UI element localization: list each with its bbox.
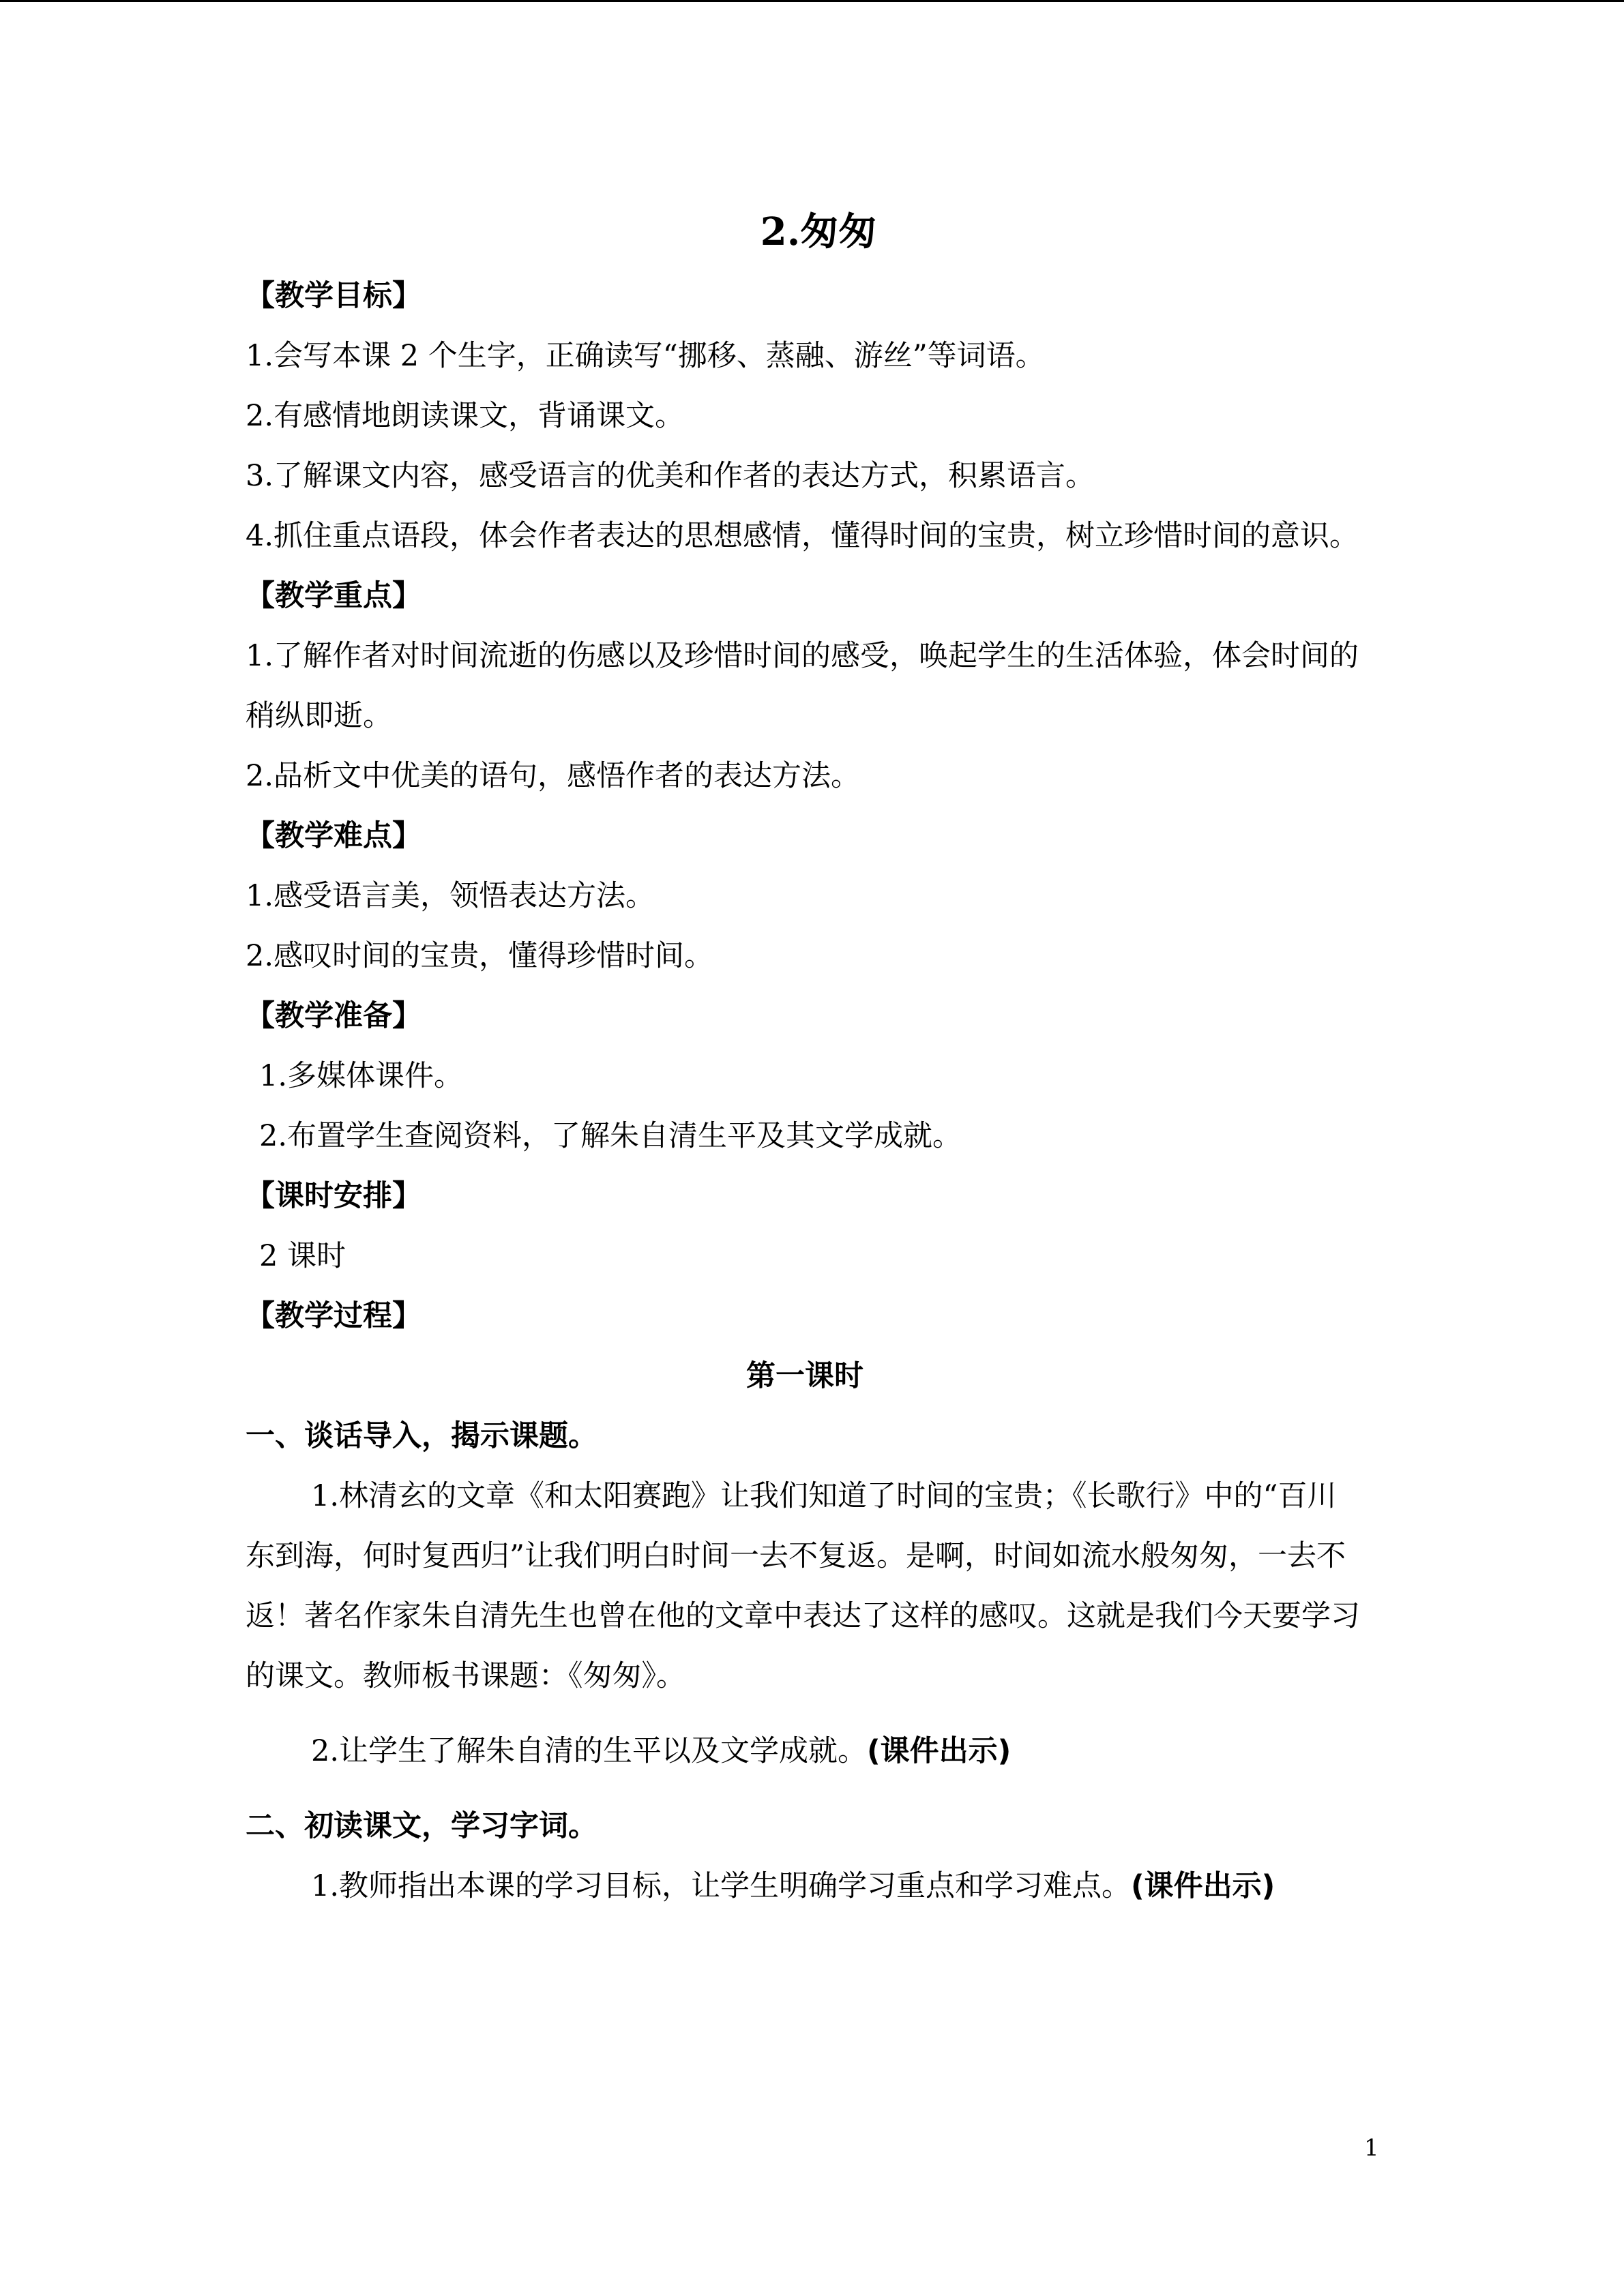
slide-note: (课件出示)	[867, 1734, 1012, 1768]
objective-item: 3.了解课文内容，感受语言的优美和作者的表达方式，积累语言。	[246, 459, 1095, 493]
objective-item: 1.会写本课 2 个生字，正确读写“挪移、蒸融、游丝”等词语。	[246, 339, 1045, 373]
preparation-item: 2.布置学生查阅资料，了解朱自清生平及其文学成就。	[259, 1119, 962, 1153]
objective-item: 2.有感情地朗读课文，背诵课文。	[246, 399, 685, 433]
preparation-item: 1.多媒体课件。	[259, 1059, 464, 1093]
top-border-rule	[0, 0, 1624, 2]
difficulties-heading: 【教学难点】	[246, 819, 422, 853]
page-number: 1	[1364, 2134, 1379, 2162]
part1-heading: 一、谈话导入，揭示课题。	[246, 1419, 597, 1453]
part1-item2-text: 2.让学生了解朱自清的生平以及文学成就。	[311, 1734, 868, 1768]
difficulty-item: 1.感受语言美，领悟表达方法。	[246, 879, 655, 913]
process-heading: 【教学过程】	[246, 1299, 422, 1333]
preparation-heading: 【教学准备】	[246, 999, 422, 1033]
difficulty-item: 2.感叹时间的宝贵，懂得珍惜时间。	[246, 939, 714, 973]
page-title: 2.匆匆	[760, 209, 877, 254]
objective-item: 4.抓住重点语段，体会作者表达的思想感情，懂得时间的宝贵，树立珍惜时间的意识。	[246, 519, 1359, 553]
schedule-value: 2 课时	[259, 1239, 346, 1273]
lesson-title: 第一课时	[746, 1359, 863, 1393]
schedule-heading: 【课时安排】	[246, 1179, 422, 1213]
key-point-item: 2.品析文中优美的语句，感悟作者的表达方法。	[246, 759, 861, 793]
key-points-heading: 【教学重点】	[246, 579, 422, 613]
spacer	[246, 1781, 1364, 1796]
part2-item1	[246, 1856, 1364, 1916]
document-page	[246, 198, 1364, 1916]
spacer	[246, 1706, 1364, 1721]
part2-heading: 二、初读课文，学习字词。	[246, 1809, 597, 1843]
slide-note: (课件出示)	[1131, 1869, 1275, 1903]
objectives-heading: 【教学目标】	[246, 279, 422, 313]
part1-item2	[246, 1721, 1364, 1781]
key-point-item: 1.了解作者对时间流逝的伤感以及珍惜时间的感受，唤起学生的生活体验，体会时间的稍纵即逝。	[246, 639, 1359, 733]
part1-paragraph: 1.林清玄的文章《和太阳赛跑》让我们知道了时间的宝贵；《长歌行》中的“百川东到海，何时复西归”让我们明白时间一去不复返。是啊，时间如流水般匆匆，一去不返！著名作家朱自清先生也曾在他的文章中表达了这样的感叹。这就是我们今天要学习的课文。教师板书课题：《匆匆》。	[246, 1479, 1360, 1693]
part2-item1-text: 1.教师指出本课的学习目标，让学生明确学习重点和学习难点。	[311, 1869, 1132, 1903]
